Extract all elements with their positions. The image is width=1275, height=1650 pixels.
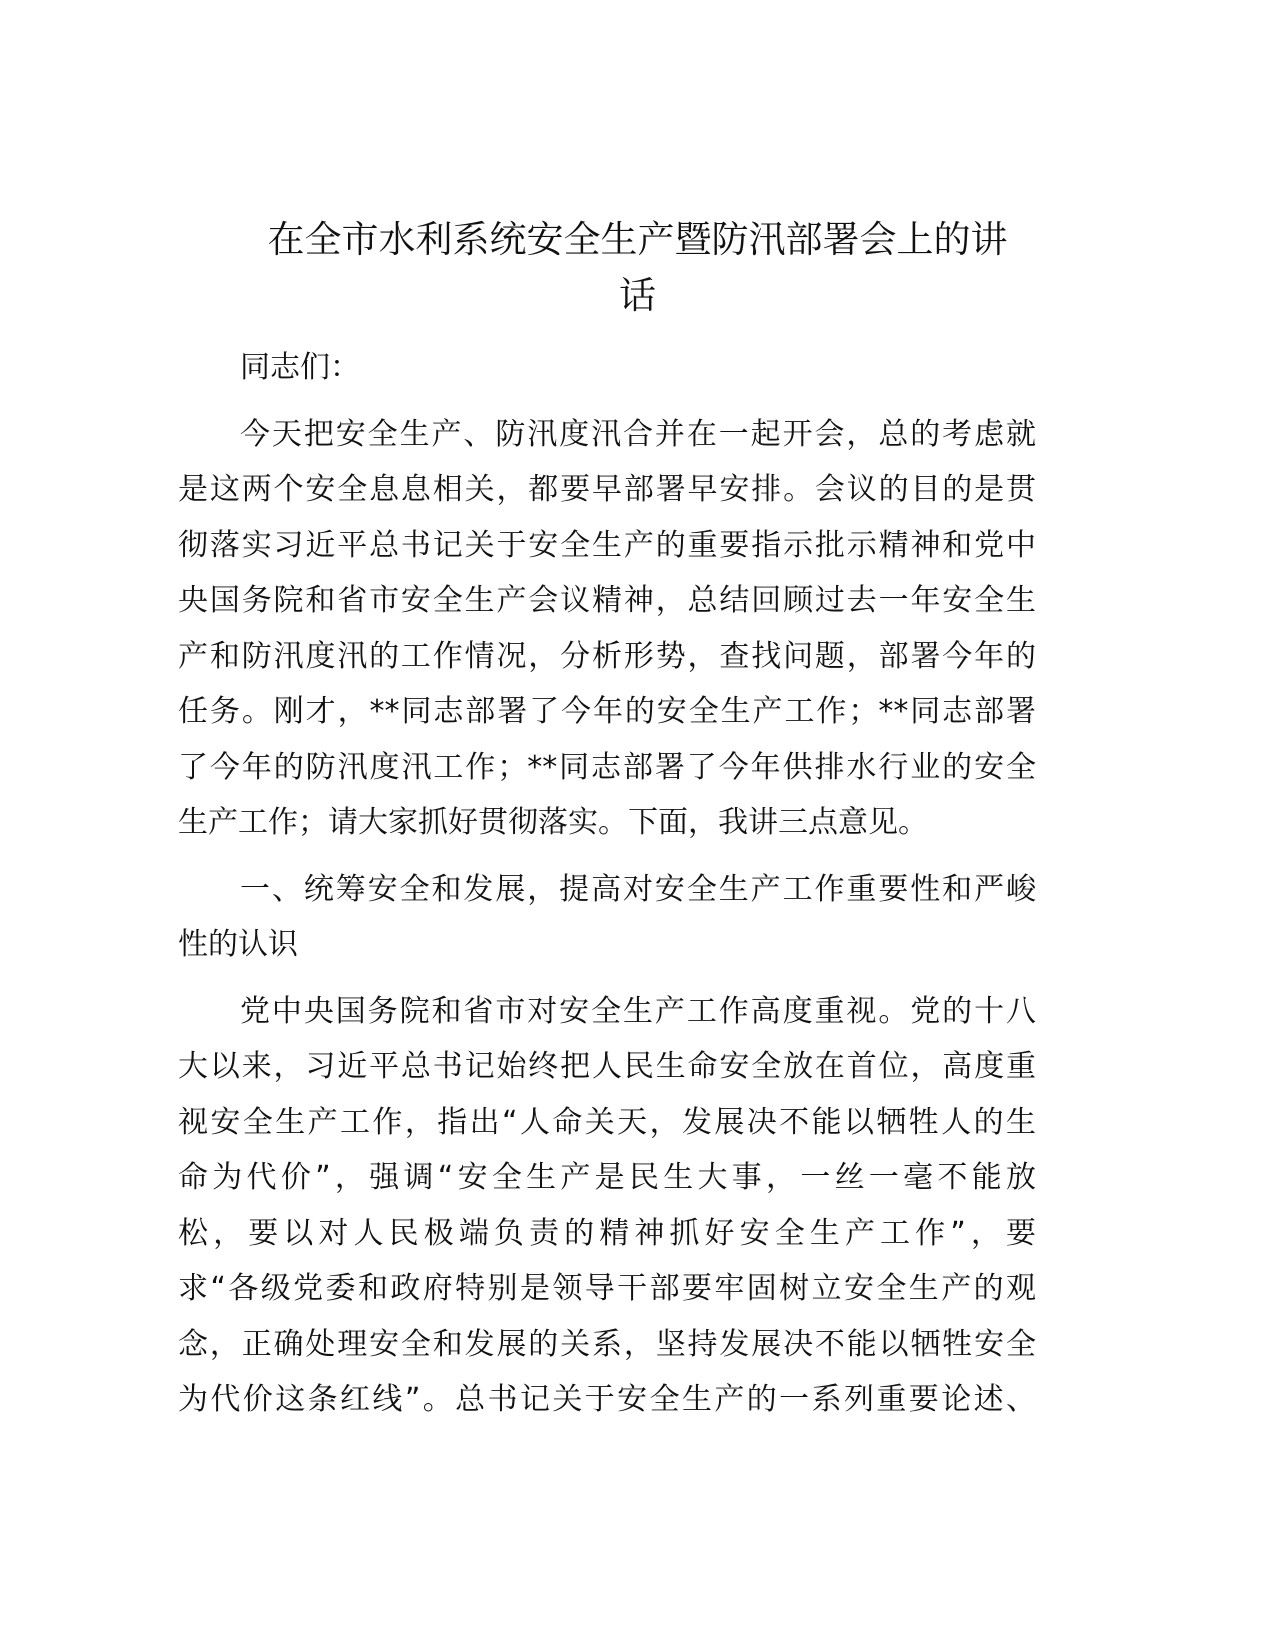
text-line: 今天把安全生产、防汛度汛合并在一起开会，总的考虑就: [240, 416, 1036, 452]
text-line: 念，正确处理安全和发展的关系，坚持发展决不能以牺牲安全: [178, 1326, 1036, 1362]
text-line: 为代价这条红线”。总书记关于安全生产的一系列重要论述、: [178, 1382, 1036, 1417]
title-line: 在全市水利系统安全生产暨防汛部署会上的讲: [267, 218, 1008, 261]
text-line: 生产工作；请大家抓好贯彻落实。下面，我讲三点意见。: [178, 805, 928, 840]
document-title: [150, 212, 1125, 324]
text-line: 是这两个安全息息相关，都要早部署早安排。会议的目的是贯: [178, 472, 1036, 507]
text-line: 求“各级党委和政府特别是领导干部要牢固树立安全生产的观: [178, 1271, 1036, 1306]
text-line: 大以来，习近平总书记始终把人民生命安全放在首位，高度重: [178, 1049, 1036, 1084]
text-line: 松，要以对人民极端负责的精神抓好安全生产工作”，要: [178, 1215, 1036, 1251]
text-line: 党中央国务院和省市对安全生产工作高度重视。党的十八: [240, 993, 1036, 1029]
text-line: 了今年的防汛度汛工作；**同志部署了今年供排水行业的安全: [178, 749, 1036, 785]
title-line: 话: [619, 274, 656, 317]
text-line: 产和防汛度汛的工作情况，分析形势，查找问题，部署今年的: [178, 638, 1036, 674]
text-line: 一、统筹安全和发展，提高对安全生产工作重要性和严峻: [240, 871, 1036, 907]
paragraph: [178, 862, 1036, 973]
paragraph: [178, 984, 1036, 1428]
text-line: 命为代价”，强调“安全生产是民生大事，一丝一毫不能放: [178, 1160, 1036, 1195]
text-line: 视安全生产工作，指出“人命关天，发展决不能以牺牲人的生: [178, 1104, 1036, 1140]
document-body: [178, 340, 1036, 1439]
paragraph: [178, 340, 1036, 396]
text-line: 同志们：: [240, 350, 360, 385]
text-line: 央国务院和省市安全生产会议精神，总结回顾过去一年安全生: [178, 583, 1036, 618]
text-line: 彻落实习近平总书记关于安全生产的重要指示批示精神和党中: [178, 527, 1036, 563]
text-line: 任务。刚才，**同志部署了今年的安全生产工作；**同志部署: [178, 694, 1036, 729]
text-line: 性的认识: [178, 927, 298, 962]
paragraph: [178, 407, 1036, 851]
